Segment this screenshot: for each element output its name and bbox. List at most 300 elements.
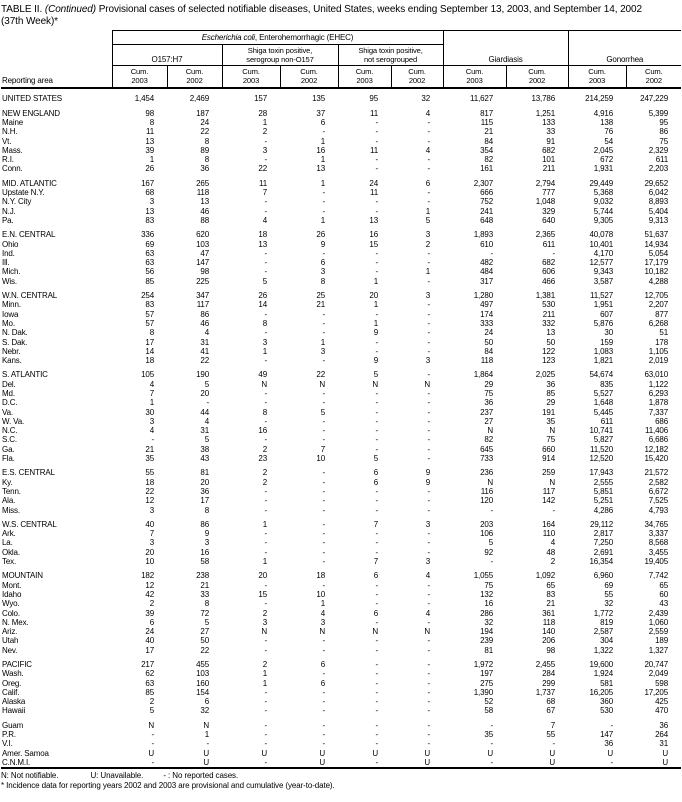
footnote-incidence: * Incidence data for reporting years 2002 and 2003 are provisional and cumulative (year-to-date). — [1, 780, 335, 790]
cell-value: 254 — [141, 291, 154, 301]
cell-value: - — [427, 538, 431, 548]
cell-value: 3 — [149, 505, 154, 515]
cell-value: 20,747 — [644, 660, 669, 669]
table-row — [1, 445, 681, 454]
col-subgroup-non-o157 — [222, 45, 338, 66]
cell-value: 41 — [200, 346, 209, 356]
cell-value: 10 — [316, 589, 325, 599]
cell-value: 1,924 — [593, 669, 614, 679]
cell-value: 1 — [320, 215, 325, 225]
cell-value: 55 — [546, 730, 556, 740]
row-label: Minn. — [2, 300, 21, 310]
cell-value: - — [322, 398, 325, 408]
cell-value: 13 — [145, 206, 154, 216]
cell-value: 1,381 — [535, 291, 556, 301]
cell-value: 9,032 — [593, 197, 614, 207]
cell-value: 247,229 — [640, 94, 669, 104]
cell-value: 8 — [320, 276, 325, 286]
cell-value: 225 — [196, 276, 209, 286]
cell-value: 4 — [320, 608, 325, 618]
table-row — [1, 566, 681, 580]
row-label: N.Y. City — [2, 197, 32, 207]
cell-value: 89 — [200, 145, 209, 155]
table-row — [1, 127, 681, 136]
cell-value: 30 — [604, 328, 614, 338]
cell-value: 1 — [149, 155, 154, 165]
cell-value: 8,568 — [648, 538, 669, 548]
cell-value: 85 — [145, 276, 154, 286]
cell-value: 217 — [141, 660, 154, 669]
cell-value: N — [261, 627, 267, 637]
table-row — [1, 706, 681, 715]
cell-value: - — [427, 370, 431, 380]
table-row — [1, 599, 681, 608]
row-label: Md. — [2, 388, 15, 398]
cell-value: 26 — [316, 230, 325, 240]
cell-value: 2,587 — [593, 627, 614, 637]
table-row — [1, 216, 681, 225]
cell-value: 14 — [258, 300, 267, 310]
cell-value: 75 — [659, 136, 669, 146]
cell-value: 39 — [145, 608, 154, 618]
row-label: Ohio — [2, 239, 19, 249]
cell-value: 190 — [196, 370, 209, 380]
row-label: N.J. — [2, 206, 16, 216]
cell-value: 2,691 — [593, 547, 614, 557]
cell-value: 1 — [262, 557, 267, 567]
row-label: Nebr. — [2, 346, 21, 356]
table-row — [1, 225, 681, 239]
cell-value: 72 — [200, 608, 209, 618]
cell-value: - — [151, 730, 154, 740]
cell-value: - — [375, 267, 378, 277]
cell-value: - — [264, 435, 267, 445]
cell-value: - — [322, 519, 325, 529]
row-label: Utah — [2, 636, 19, 646]
cell-value: 329 — [542, 206, 556, 216]
cell-value: 25 — [316, 291, 325, 301]
cell-value: N — [487, 426, 494, 436]
cell-value: U — [203, 757, 209, 767]
cell-value: 4 — [425, 571, 431, 581]
row-label: La. — [2, 538, 13, 548]
cell-value: 36 — [484, 398, 494, 408]
cell-value: 135 — [312, 94, 325, 104]
cell-value: 21 — [546, 599, 556, 609]
cell-value: 98 — [145, 108, 154, 118]
cell-value: 361 — [542, 608, 556, 618]
cell-value: 304 — [600, 636, 614, 646]
cell-value: - — [375, 337, 378, 347]
cell-value: 4 — [149, 426, 154, 436]
table-row — [1, 697, 681, 706]
cell-value: 24 — [145, 627, 154, 637]
cell-value: 6,686 — [648, 435, 669, 445]
cell-value: 63 — [145, 248, 154, 258]
cell-value: 581 — [600, 678, 614, 688]
cell-value: 36 — [604, 739, 614, 749]
cell-value: 607 — [600, 309, 614, 319]
cell-value: 19,405 — [644, 557, 669, 567]
cell-value: 57 — [145, 318, 154, 328]
cell-value: 17,205 — [644, 687, 669, 697]
cell-value: - — [322, 496, 325, 506]
cell-value: 92 — [484, 547, 494, 557]
cell-value: 65 — [546, 580, 556, 590]
cell-value: 3 — [320, 617, 325, 627]
cell-value: 7 — [320, 444, 325, 454]
cell-value: - — [264, 757, 267, 767]
cell-value: - — [322, 435, 325, 445]
cell-value: 3 — [425, 519, 431, 529]
cell-value: 40 — [145, 519, 154, 529]
table-row — [1, 267, 681, 276]
cell-value: 682 — [542, 145, 556, 155]
table-row — [1, 548, 681, 557]
cell-value: - — [375, 757, 378, 767]
row-label: Iowa — [2, 309, 19, 319]
cell-value: 12,182 — [644, 444, 669, 454]
cell-value: 6,960 — [593, 571, 614, 581]
cell-value: - — [427, 309, 431, 319]
cell-value: 819 — [600, 617, 614, 627]
cell-value: N — [372, 379, 378, 389]
cell-value: U — [372, 748, 378, 758]
cell-value: 22 — [200, 356, 209, 366]
row-label: Ariz. — [2, 627, 18, 637]
cell-value: 8,893 — [648, 197, 669, 207]
non-o157-line2: serogroup non-O157 — [246, 54, 314, 64]
table-row — [1, 137, 681, 146]
cell-value: 3 — [425, 557, 431, 567]
cell-value: 18 — [145, 356, 154, 366]
cell-value: 9,343 — [593, 267, 614, 277]
cell-value: 24 — [369, 178, 378, 188]
cell-value: 36 — [659, 720, 669, 730]
cell-value: - — [427, 739, 431, 749]
table-row — [1, 538, 681, 547]
table-row — [1, 426, 681, 435]
cell-value: - — [610, 720, 614, 730]
cell-value: 4 — [425, 145, 431, 155]
cell-value: 1 — [320, 599, 325, 609]
cell-value: 3 — [204, 538, 209, 548]
cell-value: 1,280 — [473, 291, 494, 301]
cell-value: 20 — [369, 291, 378, 301]
cell-value: 354 — [480, 145, 494, 155]
row-label: Maine — [2, 117, 24, 127]
cell-value: 470 — [655, 706, 669, 716]
cell-value: 20 — [200, 388, 209, 398]
cell-value: U — [319, 757, 325, 767]
cell-value: 12,577 — [589, 258, 614, 268]
cell-value: 29,112 — [590, 519, 614, 529]
row-label: Ala. — [2, 496, 16, 506]
cell-value: 1 — [262, 519, 267, 529]
cell-value: 1,390 — [473, 687, 494, 697]
cell-value: 1 — [425, 267, 431, 277]
cell-value: - — [322, 309, 325, 319]
table-row — [1, 749, 681, 758]
cell-value: - — [322, 486, 325, 496]
cell-value: 22 — [200, 127, 209, 137]
row-label: P.R. — [2, 730, 16, 740]
cell-value: 5 — [373, 454, 378, 464]
cell-value: 8 — [204, 155, 209, 165]
row-label: MID. ATLANTIC — [2, 178, 57, 188]
cell-value: 32 — [200, 706, 209, 716]
cell-value: U — [549, 748, 556, 758]
cell-value: - — [552, 248, 556, 258]
table-row — [1, 435, 681, 444]
cell-value: 48 — [546, 547, 556, 557]
cell-value: 105 — [141, 370, 154, 380]
table-row — [1, 581, 681, 590]
cell-value: - — [427, 529, 431, 539]
cell-value: - — [322, 687, 325, 697]
cell-value: 9 — [204, 529, 209, 539]
cum-header: Cum. 2002 — [506, 66, 568, 89]
row-label: Hawaii — [2, 706, 26, 716]
cell-value: 299 — [542, 678, 556, 688]
cell-value: 12,705 — [644, 291, 669, 301]
cell-value: 672 — [600, 155, 614, 165]
cell-value: 63 — [145, 258, 154, 268]
cell-value: - — [490, 757, 494, 767]
cell-value: 1,048 — [535, 197, 556, 207]
cell-value: 2,582 — [648, 477, 669, 487]
cell-value: 8 — [262, 407, 267, 417]
cell-value: - — [375, 258, 378, 268]
table-body — [1, 88, 681, 768]
cell-value: 103 — [196, 669, 209, 679]
cell-value: 9 — [425, 468, 431, 478]
cell-value: 4 — [425, 108, 431, 118]
cell-value: - — [427, 547, 431, 557]
cell-value: - — [375, 669, 378, 679]
cell-value: 12 — [145, 580, 154, 590]
cell-value: 164 — [542, 519, 556, 529]
col-group-gonorrhea: Gonorrhea — [568, 31, 681, 66]
cell-value: 1,327 — [648, 645, 669, 655]
cell-value: 835 — [600, 379, 614, 389]
reporting-area-header: Reporting area — [1, 31, 112, 89]
cell-value: 1,893 — [473, 230, 494, 240]
cell-value: - — [375, 435, 378, 445]
cell-value: 83 — [546, 589, 556, 599]
cell-value: 95 — [659, 117, 669, 127]
cell-value: 84 — [484, 346, 494, 356]
cell-value: N — [203, 720, 209, 730]
table-row — [1, 496, 681, 505]
cell-value: 29,652 — [644, 178, 669, 188]
cell-value: 29 — [484, 379, 494, 389]
cell-value: 31 — [659, 739, 669, 749]
cell-value: - — [427, 706, 431, 716]
cell-value: 13 — [258, 239, 267, 249]
cell-value: 13,786 — [531, 94, 556, 104]
cell-value: 16 — [369, 230, 378, 240]
cell-value: 5,404 — [648, 206, 669, 216]
cell-value: 5,368 — [593, 188, 614, 198]
cell-value: 12 — [145, 496, 154, 506]
cell-value: - — [427, 589, 431, 599]
cell-value: 7,337 — [648, 407, 669, 417]
cell-value: 55 — [145, 468, 154, 478]
cell-value: - — [375, 739, 378, 749]
cell-value: 611 — [542, 239, 556, 249]
cell-value: N — [424, 627, 431, 637]
cell-value: - — [552, 739, 556, 749]
cell-value: 159 — [600, 337, 614, 347]
row-label: Vt. — [2, 136, 12, 146]
cell-value: 6 — [320, 258, 325, 268]
cell-value: - — [375, 206, 378, 216]
cell-value: 35 — [484, 730, 494, 740]
cell-value: 3 — [262, 145, 267, 155]
cell-value: 203 — [480, 519, 494, 529]
cell-value: 645 — [480, 444, 494, 454]
cell-value: 13 — [316, 164, 325, 174]
row-label: N. Dak. — [2, 328, 28, 338]
cell-value: 237 — [480, 407, 494, 417]
cell-value: 187 — [196, 108, 209, 118]
row-label: Colo. — [2, 608, 20, 618]
cum-header: Cum. 2002 — [391, 66, 443, 89]
cell-value: 21 — [145, 444, 154, 454]
cell-value: - — [322, 197, 325, 207]
cell-value: 82 — [484, 155, 494, 165]
table-title-continued: (Continued) — [44, 4, 96, 15]
cell-value: 9 — [320, 239, 325, 249]
cell-value: 3 — [149, 538, 154, 548]
cell-value: - — [375, 660, 378, 669]
cell-value: 69 — [145, 239, 154, 249]
cell-value: 154 — [196, 687, 209, 697]
cell-value: 1 — [373, 318, 378, 328]
cell-value: - — [264, 580, 267, 590]
cell-value: 62 — [145, 669, 154, 679]
table-row — [1, 104, 681, 118]
table-row — [1, 155, 681, 164]
cell-value: 752 — [480, 197, 494, 207]
cell-value: - — [375, 136, 378, 146]
cell-value: 20 — [145, 547, 154, 557]
cell-value: - — [427, 117, 431, 127]
cell-value: - — [375, 580, 378, 590]
row-label: N.H. — [2, 127, 18, 137]
cell-value: - — [264, 636, 267, 646]
cell-value: 51,637 — [644, 230, 669, 240]
cell-value: 15,420 — [644, 454, 669, 464]
cell-value: - — [427, 687, 431, 697]
cell-value: 733 — [480, 454, 494, 464]
cell-value: 22 — [145, 486, 154, 496]
cell-value: 5 — [488, 538, 494, 548]
cell-value: - — [264, 645, 267, 655]
not-sero-line2: not serogrouped — [363, 54, 418, 64]
cell-value: - — [322, 645, 325, 655]
cell-value: U — [261, 748, 267, 758]
cell-value: - — [427, 300, 431, 310]
cell-value: - — [322, 318, 325, 328]
cell-value: 86 — [200, 519, 209, 529]
cell-value: 117 — [196, 300, 209, 310]
cell-value: 5,445 — [593, 407, 614, 417]
cell-value: 16 — [316, 145, 325, 155]
cell-value: 333 — [480, 318, 494, 328]
cell-value: 7 — [373, 557, 378, 567]
cell-value: U — [487, 748, 494, 758]
cell-value: 3 — [320, 267, 325, 277]
cell-value: U — [607, 748, 614, 758]
cell-value: - — [375, 197, 378, 207]
cell-value: 1,951 — [593, 300, 614, 310]
cell-value: - — [610, 757, 614, 767]
cell-value: - — [264, 730, 267, 740]
cell-value: 2,365 — [535, 230, 556, 240]
ehec-italic: Escherichia coli — [201, 33, 255, 42]
cell-value: 3 — [425, 291, 431, 301]
cum-header: Cum. 2003 — [222, 66, 280, 89]
table-row — [1, 730, 681, 739]
cell-value: 40 — [145, 636, 154, 646]
cell-value: 4,288 — [648, 276, 669, 286]
cell-value: 147 — [600, 730, 614, 740]
cell-value: 640 — [542, 215, 556, 225]
row-label: Mont. — [2, 580, 22, 590]
cell-value: - — [322, 669, 325, 679]
cell-value: 239 — [480, 636, 494, 646]
cell-value: - — [427, 444, 431, 454]
cell-value: - — [427, 435, 431, 445]
cell-value: - — [427, 276, 431, 286]
cell-value: 15 — [369, 239, 378, 249]
cell-value: 466 — [542, 276, 556, 286]
cell-value: 60 — [659, 589, 669, 599]
cell-value: 75 — [546, 435, 556, 445]
cell-value: - — [151, 739, 154, 749]
row-label: NEW ENGLAND — [2, 108, 60, 118]
table-row — [1, 347, 681, 356]
cell-value: 817 — [480, 108, 494, 118]
cell-value: - — [264, 248, 267, 258]
cell-value: 116 — [480, 486, 494, 496]
cell-value: N — [549, 426, 556, 436]
cell-value: 1,454 — [134, 94, 154, 104]
cell-value: 22 — [200, 645, 209, 655]
table-row — [1, 758, 681, 768]
cell-value: U — [662, 748, 669, 758]
cell-value: 56 — [145, 267, 154, 277]
row-label: Tenn. — [2, 486, 21, 496]
cell-value: 8 — [204, 505, 209, 515]
cell-value: 3 — [320, 346, 325, 356]
row-label: W. Va. — [2, 416, 25, 426]
cell-value: - — [427, 197, 431, 207]
cell-value: 16 — [484, 599, 494, 609]
row-label: D.C. — [2, 398, 18, 408]
cell-value: 4 — [425, 608, 431, 618]
cell-value: 58 — [200, 557, 209, 567]
cell-value: 3 — [262, 617, 267, 627]
row-label: PACIFIC — [2, 660, 32, 669]
cell-value: 118 — [480, 356, 494, 366]
cell-value: 2,329 — [648, 145, 669, 155]
cell-value: - — [375, 617, 378, 627]
cell-value: 2,025 — [535, 370, 556, 380]
cell-value: - — [490, 557, 494, 567]
